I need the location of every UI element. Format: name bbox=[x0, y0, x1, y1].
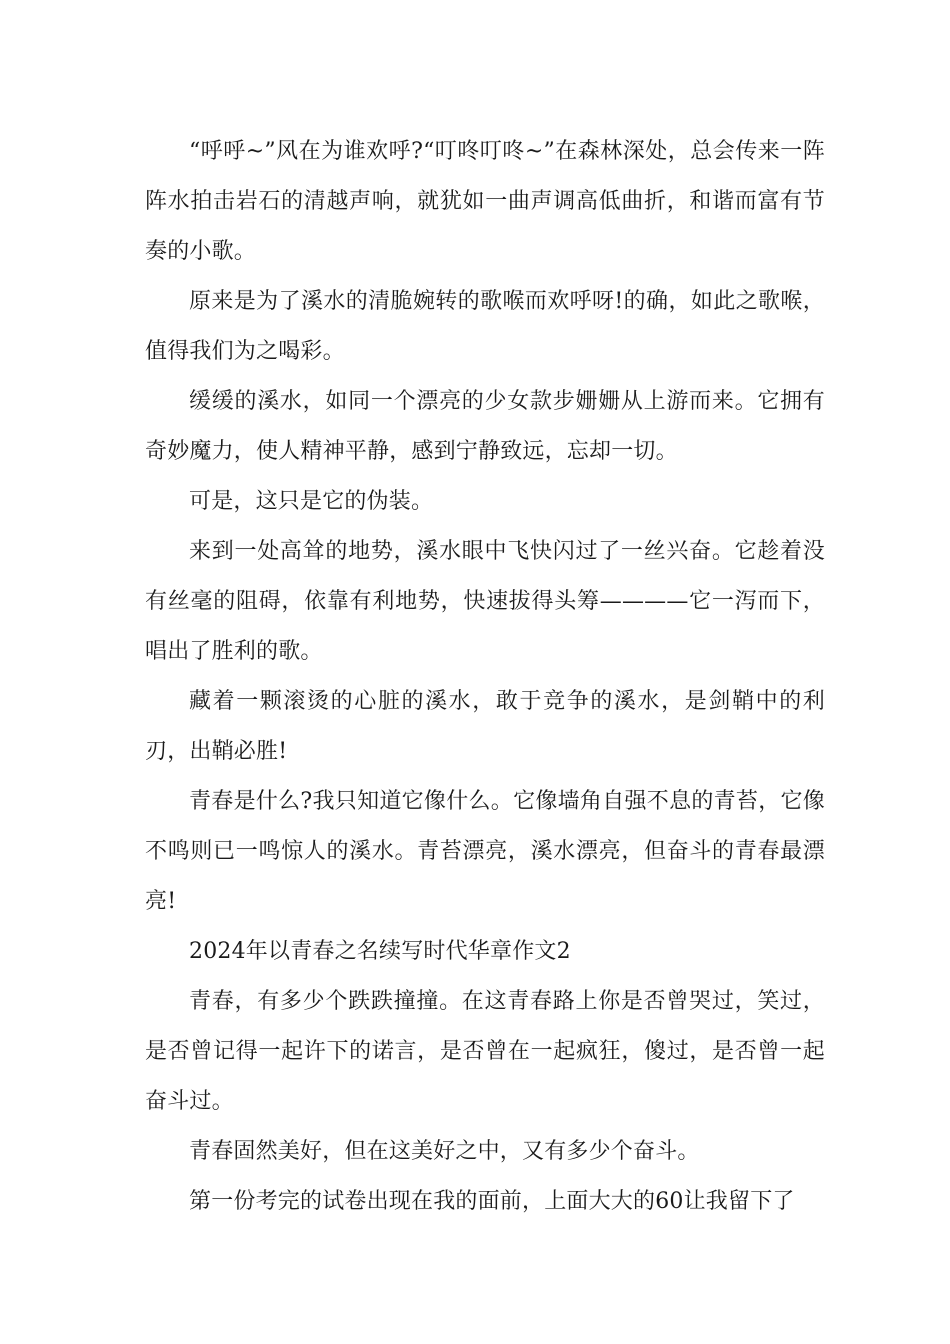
paragraph-5: 来到一处高耸的地势，溪水眼中飞快闪过了一丝兴奋。它趁着没有丝毫的阻碍，依靠有利地势，快速拔得头筹————它一泻而下，唱出了胜利的歌。 bbox=[145, 539, 825, 664]
paragraph-7: 青春是什么?我只知道它像什么。它像墙角自强不息的青苔，它像不鸣则已一鸣惊人的溪水。青苔漂亮，溪水漂亮，但奋斗的青春最漂亮! bbox=[145, 789, 825, 914]
paragraph-2: 原来是为了溪水的清脆婉转的歌喉而欢呼呀!的确，如此之歌喉，值得我们为之喝彩。 bbox=[145, 289, 825, 364]
paragraph-4: 可是，这只是它的伪装。 bbox=[189, 489, 434, 514]
paragraph-10: 第一份考完的试卷出现在我的面前，上面大大的60让我留下了 bbox=[189, 1189, 795, 1214]
paragraph-8: 青春，有多少个跌跌撞撞。在这青春路上你是否曾哭过，笑过，是否曾记得一起许下的诺言，是否曾在一起疯狂，傻过，是否曾一起奋斗过。 bbox=[145, 989, 825, 1114]
document-body bbox=[145, 127, 825, 1227]
section-heading: 2024年以青春之名续写时代华章作文2 bbox=[189, 939, 571, 964]
paragraph-3: 缓缓的溪水，如同一个漂亮的少女款步姗姗从上游而来。它拥有奇妙魔力，使人精神平静，感到宁静致远，忘却一切。 bbox=[145, 389, 825, 464]
paragraph-6: 藏着一颗滚烫的心脏的溪水，敢于竞争的溪水，是剑鞘中的利刃，出鞘必胜! bbox=[145, 689, 825, 764]
paragraph-9: 青春固然美好，但在这美好之中，又有多少个奋斗。 bbox=[189, 1139, 700, 1164]
paragraph-1: “呼呼~”风在为谁欢呼?“叮咚叮咚~”在森林深处，总会传来一阵阵水拍击岩石的清越声响，就犹如一曲声调高低曲折，和谐而富有节奏的小歌。 bbox=[145, 139, 825, 264]
